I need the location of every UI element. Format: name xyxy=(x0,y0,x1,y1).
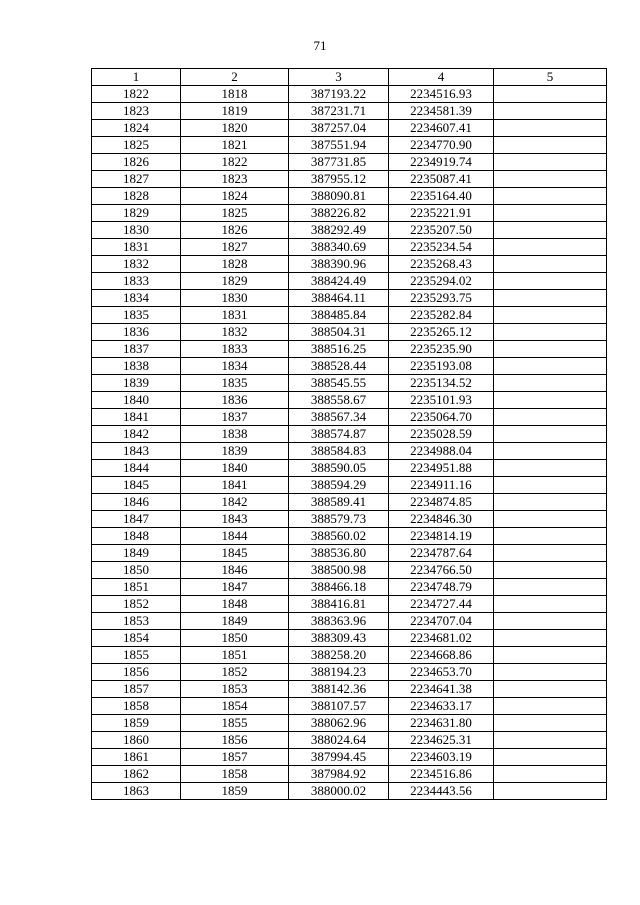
table-cell xyxy=(494,698,607,715)
table-cell: 2234625.31 xyxy=(389,732,494,749)
table-row xyxy=(92,222,607,239)
table-cell: 1847 xyxy=(181,579,289,596)
table-row xyxy=(92,664,607,681)
table-cell: 1841 xyxy=(181,477,289,494)
table-cell: 1863 xyxy=(92,783,181,800)
table-cell: 1831 xyxy=(181,307,289,324)
table-row xyxy=(92,715,607,732)
table-cell xyxy=(494,256,607,273)
table-cell xyxy=(494,358,607,375)
table-cell: 388485.84 xyxy=(289,307,389,324)
table-cell: 2235101.93 xyxy=(389,392,494,409)
table-row xyxy=(92,477,607,494)
table-cell xyxy=(494,86,607,103)
table-cell xyxy=(494,188,607,205)
table-cell: 388567.34 xyxy=(289,409,389,426)
table-row xyxy=(92,443,607,460)
table-cell xyxy=(494,766,607,783)
table-row xyxy=(92,562,607,579)
table-cell: 2234603.19 xyxy=(389,749,494,766)
table-cell: 387955.12 xyxy=(289,171,389,188)
table-cell: 387231.71 xyxy=(289,103,389,120)
table-cell: 2235235.90 xyxy=(389,341,494,358)
table-cell: 1836 xyxy=(181,392,289,409)
table-row xyxy=(92,528,607,545)
table-row xyxy=(92,273,607,290)
table-cell: 388024.64 xyxy=(289,732,389,749)
table-cell: 1853 xyxy=(181,681,289,698)
table-row xyxy=(92,613,607,630)
table-cell xyxy=(494,307,607,324)
table-row xyxy=(92,290,607,307)
table-cell: 388590.05 xyxy=(289,460,389,477)
column-header: 3 xyxy=(289,69,389,86)
table-row xyxy=(92,579,607,596)
table-row xyxy=(92,426,607,443)
table-cell: 1837 xyxy=(181,409,289,426)
table-cell: 1847 xyxy=(92,511,181,528)
table-cell xyxy=(494,749,607,766)
table-cell: 1839 xyxy=(181,443,289,460)
table-row xyxy=(92,103,607,120)
table-cell: 388062.96 xyxy=(289,715,389,732)
table-row xyxy=(92,239,607,256)
table-cell: 2235193.08 xyxy=(389,358,494,375)
table-cell: 1824 xyxy=(181,188,289,205)
table-cell: 1835 xyxy=(181,375,289,392)
table-cell: 1822 xyxy=(92,86,181,103)
table-cell: 2235028.59 xyxy=(389,426,494,443)
table-cell xyxy=(494,545,607,562)
table-cell: 1857 xyxy=(181,749,289,766)
table-cell: 1846 xyxy=(181,562,289,579)
table-cell xyxy=(494,613,607,630)
table-body xyxy=(92,86,607,800)
table-row xyxy=(92,256,607,273)
table-cell: 388589.41 xyxy=(289,494,389,511)
table-cell: 387731.85 xyxy=(289,154,389,171)
table-cell: 1823 xyxy=(181,171,289,188)
table-cell: 1820 xyxy=(181,120,289,137)
table-cell: 1859 xyxy=(92,715,181,732)
table-cell: 388340.69 xyxy=(289,239,389,256)
table-cell: 388594.29 xyxy=(289,477,389,494)
table-cell: 2234633.17 xyxy=(389,698,494,715)
table-cell: 388464.11 xyxy=(289,290,389,307)
table-cell: 2234581.39 xyxy=(389,103,494,120)
table-cell: 1825 xyxy=(92,137,181,154)
table-cell: 1842 xyxy=(181,494,289,511)
table-cell: 2234951.88 xyxy=(389,460,494,477)
table-cell: 388504.31 xyxy=(289,324,389,341)
table-cell xyxy=(494,103,607,120)
table-cell: 2234770.90 xyxy=(389,137,494,154)
table-cell xyxy=(494,681,607,698)
table-cell xyxy=(494,715,607,732)
table-row xyxy=(92,86,607,103)
table-cell: 1827 xyxy=(181,239,289,256)
table-cell: 2235293.75 xyxy=(389,290,494,307)
table-cell: 388258.20 xyxy=(289,647,389,664)
table-row xyxy=(92,596,607,613)
table-cell: 2235207.50 xyxy=(389,222,494,239)
table-cell: 1823 xyxy=(92,103,181,120)
table-row xyxy=(92,630,607,647)
column-header: 5 xyxy=(494,69,607,86)
table-cell: 388545.55 xyxy=(289,375,389,392)
table-cell: 1829 xyxy=(92,205,181,222)
table-cell xyxy=(494,375,607,392)
table-cell xyxy=(494,477,607,494)
table-cell: 1854 xyxy=(92,630,181,647)
table-cell: 2234607.41 xyxy=(389,120,494,137)
table-cell xyxy=(494,341,607,358)
table-cell xyxy=(494,290,607,307)
table-cell: 1852 xyxy=(181,664,289,681)
table-row xyxy=(92,324,607,341)
table-cell: 1838 xyxy=(181,426,289,443)
table-cell: 388558.67 xyxy=(289,392,389,409)
table-cell: 388466.18 xyxy=(289,579,389,596)
table-cell xyxy=(494,528,607,545)
table-cell: 1851 xyxy=(181,647,289,664)
table-cell: 2235221.91 xyxy=(389,205,494,222)
table-row xyxy=(92,511,607,528)
table-cell: 1862 xyxy=(92,766,181,783)
table-cell xyxy=(494,205,607,222)
table-cell xyxy=(494,273,607,290)
table-cell: 2234653.70 xyxy=(389,664,494,681)
table-cell xyxy=(494,630,607,647)
table-cell: 2234748.79 xyxy=(389,579,494,596)
table-cell xyxy=(494,664,607,681)
table-row xyxy=(92,460,607,477)
table-cell: 1855 xyxy=(181,715,289,732)
table-cell: 1852 xyxy=(92,596,181,613)
table-row xyxy=(92,545,607,562)
table-cell: 1831 xyxy=(92,239,181,256)
table-cell: 1822 xyxy=(181,154,289,171)
table-cell: 2235268.43 xyxy=(389,256,494,273)
table-cell: 1832 xyxy=(92,256,181,273)
table-cell: 388309.43 xyxy=(289,630,389,647)
table-cell xyxy=(494,222,607,239)
table-cell: 1853 xyxy=(92,613,181,630)
table-cell: 388579.73 xyxy=(289,511,389,528)
page-number: 71 xyxy=(313,38,327,53)
table-row xyxy=(92,409,607,426)
table-cell xyxy=(494,239,607,256)
table-cell: 388292.49 xyxy=(289,222,389,239)
table-cell: 388536.80 xyxy=(289,545,389,562)
table-cell: 1840 xyxy=(181,460,289,477)
table-cell: 1826 xyxy=(92,154,181,171)
table-row xyxy=(92,188,607,205)
table-cell: 1845 xyxy=(181,545,289,562)
table-cell xyxy=(494,511,607,528)
table-cell: 388528.44 xyxy=(289,358,389,375)
table-cell: 1821 xyxy=(181,137,289,154)
table-cell: 2234846.30 xyxy=(389,511,494,528)
table-cell xyxy=(494,324,607,341)
table-cell: 2235164.40 xyxy=(389,188,494,205)
table-cell: 388107.57 xyxy=(289,698,389,715)
table-cell xyxy=(494,494,607,511)
table-cell: 1851 xyxy=(92,579,181,596)
table-cell: 1834 xyxy=(181,358,289,375)
table-cell: 1828 xyxy=(181,256,289,273)
table-cell: 2235087.41 xyxy=(389,171,494,188)
table-cell: 1835 xyxy=(92,307,181,324)
table-cell: 1844 xyxy=(181,528,289,545)
table-cell: 2234443.56 xyxy=(389,783,494,800)
table-cell: 388226.82 xyxy=(289,205,389,222)
table-cell: 1838 xyxy=(92,358,181,375)
table-cell: 1833 xyxy=(181,341,289,358)
table-cell: 1849 xyxy=(92,545,181,562)
table-cell: 2234727.44 xyxy=(389,596,494,613)
table-cell: 388574.87 xyxy=(289,426,389,443)
table-cell: 387551.94 xyxy=(289,137,389,154)
table-cell: 2234668.86 xyxy=(389,647,494,664)
table-row xyxy=(92,681,607,698)
table-cell: 1829 xyxy=(181,273,289,290)
table-cell: 1833 xyxy=(92,273,181,290)
table-cell: 1844 xyxy=(92,460,181,477)
table-cell xyxy=(494,732,607,749)
column-header: 2 xyxy=(181,69,289,86)
table-row xyxy=(92,749,607,766)
table-cell: 1849 xyxy=(181,613,289,630)
table-cell: 388090.81 xyxy=(289,188,389,205)
table-cell xyxy=(494,579,607,596)
table-cell: 2235265.12 xyxy=(389,324,494,341)
table-row xyxy=(92,494,607,511)
table-row xyxy=(92,307,607,324)
table-row xyxy=(92,783,607,800)
table-row xyxy=(92,698,607,715)
table-cell: 2234814.19 xyxy=(389,528,494,545)
table-cell: 1839 xyxy=(92,375,181,392)
table-cell xyxy=(494,783,607,800)
table-cell: 2235282.84 xyxy=(389,307,494,324)
table-cell xyxy=(494,443,607,460)
table-cell: 388424.49 xyxy=(289,273,389,290)
table-cell xyxy=(494,137,607,154)
table-cell: 1836 xyxy=(92,324,181,341)
table-row xyxy=(92,205,607,222)
column-header: 1 xyxy=(92,69,181,86)
table-cell: 388416.81 xyxy=(289,596,389,613)
table-cell: 1824 xyxy=(92,120,181,137)
table-cell: 1856 xyxy=(92,664,181,681)
column-header: 4 xyxy=(389,69,494,86)
table-row xyxy=(92,392,607,409)
table-cell: 2234874.85 xyxy=(389,494,494,511)
table-cell xyxy=(494,596,607,613)
table-cell: 1828 xyxy=(92,188,181,205)
table-row xyxy=(92,647,607,664)
table-row xyxy=(92,154,607,171)
table-cell xyxy=(494,409,607,426)
table-cell: 1854 xyxy=(181,698,289,715)
table-cell: 1848 xyxy=(92,528,181,545)
table-cell: 2234787.64 xyxy=(389,545,494,562)
table-cell: 1858 xyxy=(181,766,289,783)
table-cell: 1826 xyxy=(181,222,289,239)
table-cell: 1830 xyxy=(181,290,289,307)
table-header-row xyxy=(92,69,607,86)
table-row xyxy=(92,766,607,783)
table-cell: 1840 xyxy=(92,392,181,409)
table-cell: 1832 xyxy=(181,324,289,341)
table-cell: 2235064.70 xyxy=(389,409,494,426)
table-cell xyxy=(494,647,607,664)
table-cell: 1818 xyxy=(181,86,289,103)
table-cell: 1830 xyxy=(92,222,181,239)
table-cell: 388363.96 xyxy=(289,613,389,630)
table-cell: 1843 xyxy=(181,511,289,528)
table-cell xyxy=(494,562,607,579)
table-cell: 388584.83 xyxy=(289,443,389,460)
table-cell: 2234516.86 xyxy=(389,766,494,783)
table-cell: 1859 xyxy=(181,783,289,800)
table-cell: 1841 xyxy=(92,409,181,426)
table-cell: 2235294.02 xyxy=(389,273,494,290)
table-cell: 388000.02 xyxy=(289,783,389,800)
table-cell: 2234631.80 xyxy=(389,715,494,732)
table-row xyxy=(92,358,607,375)
table-cell: 1857 xyxy=(92,681,181,698)
table-cell: 2234641.38 xyxy=(389,681,494,698)
table-cell: 1825 xyxy=(181,205,289,222)
table-row xyxy=(92,375,607,392)
table-cell: 2235234.54 xyxy=(389,239,494,256)
table-cell: 1827 xyxy=(92,171,181,188)
table-cell: 1843 xyxy=(92,443,181,460)
table-cell: 387193.22 xyxy=(289,86,389,103)
table-cell: 1845 xyxy=(92,477,181,494)
table-cell: 1848 xyxy=(181,596,289,613)
table-cell: 387994.45 xyxy=(289,749,389,766)
table-cell: 387257.04 xyxy=(289,120,389,137)
table-cell: 1858 xyxy=(92,698,181,715)
table-cell xyxy=(494,426,607,443)
table-cell: 1861 xyxy=(92,749,181,766)
table-cell xyxy=(494,392,607,409)
table-cell: 1846 xyxy=(92,494,181,511)
table-row xyxy=(92,341,607,358)
table-row xyxy=(92,732,607,749)
table-cell: 1855 xyxy=(92,647,181,664)
table-cell: 387984.92 xyxy=(289,766,389,783)
table-row xyxy=(92,171,607,188)
table-cell: 388390.96 xyxy=(289,256,389,273)
table-cell: 388194.23 xyxy=(289,664,389,681)
table-cell: 2234681.02 xyxy=(389,630,494,647)
table-cell: 1860 xyxy=(92,732,181,749)
table-cell: 388500.98 xyxy=(289,562,389,579)
table-cell: 2235134.52 xyxy=(389,375,494,392)
table-cell: 388516.25 xyxy=(289,341,389,358)
table-cell: 388560.02 xyxy=(289,528,389,545)
table-cell: 2234516.93 xyxy=(389,86,494,103)
table-cell: 1850 xyxy=(181,630,289,647)
table-cell: 388142.36 xyxy=(289,681,389,698)
table-cell: 2234766.50 xyxy=(389,562,494,579)
table-cell: 1834 xyxy=(92,290,181,307)
table-cell: 2234919.74 xyxy=(389,154,494,171)
table-cell: 2234707.04 xyxy=(389,613,494,630)
table-row xyxy=(92,137,607,154)
table-cell: 1850 xyxy=(92,562,181,579)
table-cell xyxy=(494,460,607,477)
table-cell xyxy=(494,171,607,188)
table-cell xyxy=(494,120,607,137)
table-row xyxy=(92,120,607,137)
table-cell: 2234911.16 xyxy=(389,477,494,494)
table-cell: 1856 xyxy=(181,732,289,749)
table-cell: 1837 xyxy=(92,341,181,358)
table-cell: 1842 xyxy=(92,426,181,443)
table-cell: 2234988.04 xyxy=(389,443,494,460)
table-cell xyxy=(494,154,607,171)
coordinates-table xyxy=(91,68,607,800)
table-cell: 1819 xyxy=(181,103,289,120)
